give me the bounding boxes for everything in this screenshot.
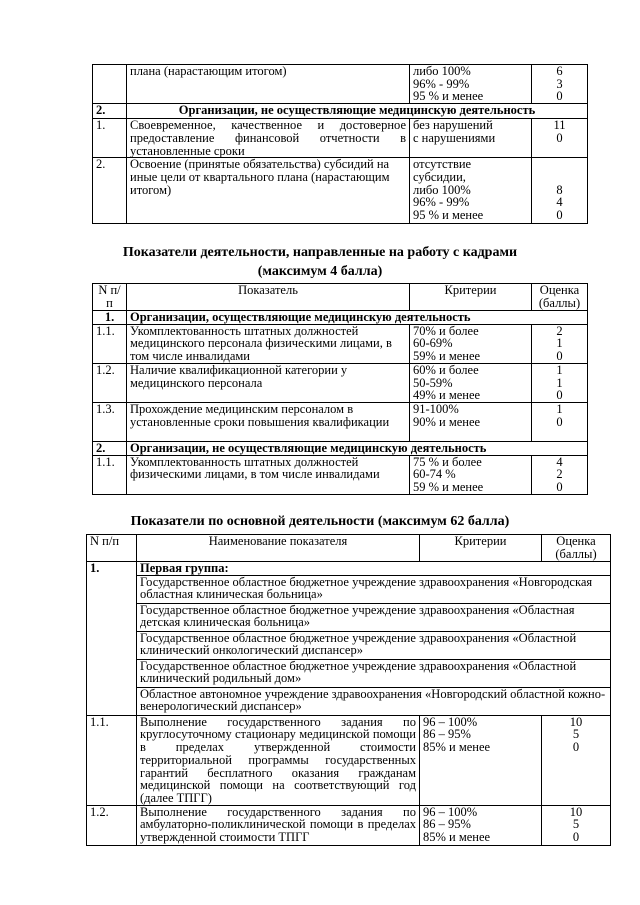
section-row: [93, 104, 588, 119]
row-number: 2.: [93, 158, 127, 224]
org-row: [87, 659, 611, 687]
section-title: Организации, не осуществляющие медицинскую деятельность: [127, 104, 588, 119]
section-number: 2.: [93, 104, 127, 119]
row-number: 1.1.: [93, 455, 127, 494]
indicator-name: Прохождение медицинским персоналом в установленные сроки повышения квалификации: [127, 402, 410, 441]
table-row: [93, 363, 588, 402]
org-row: [87, 603, 611, 631]
row-number: 1.1.: [93, 324, 127, 363]
table-row: [93, 65, 588, 104]
organization-name: Государственное областное бюджетное учреждение здравоохранения «Областной клинический родильный дом»: [137, 659, 611, 687]
score-cell: 10 5 0: [542, 715, 611, 805]
indicator-name: Укомплектованность штатных должностей физическими лицами, в том числе инвалидами: [127, 455, 410, 494]
section-title: Организации, не осуществляющие медицинскую деятельность: [127, 441, 588, 455]
criteria-cell: без нарушений с нарушениями: [410, 119, 532, 158]
organization-name: Государственное областное бюджетное учреждение здравоохранения «Областной клинический онкологический диспансер»: [137, 631, 611, 659]
header-num: N п/п: [87, 535, 137, 562]
table-header: [93, 284, 588, 311]
score-cell: 8 4 0: [532, 158, 588, 224]
header-score: Оценка (баллы): [532, 284, 588, 311]
group-label: Первая группа:: [137, 562, 611, 576]
score-cell: 4 2 0: [532, 455, 588, 494]
org-row: [87, 631, 611, 659]
table-row: [93, 119, 588, 158]
organization-name: Государственное областное бюджетное учреждение здравоохранения «Новгородская областная клиническая больница»: [137, 575, 611, 603]
indicator-name: Выполнение государственного задания по амбулаторно-поликлинической помощи в пределах утвержденной стоимости ТПГГ: [137, 805, 420, 845]
staff-section-title: Показатели деятельности, направленные на работу с кадрами: [122, 245, 518, 260]
section-title: Организации, осуществляющие медицинскую деятельность: [127, 311, 588, 325]
indicator-name: плана (нарастающим итогом): [127, 65, 410, 104]
row-number: 1.: [93, 119, 127, 158]
score-cell: 1 1 0: [532, 363, 588, 402]
staff-section-subtitle: (максимум 4 балла): [257, 264, 383, 279]
header-name: Наименование показателя: [137, 535, 420, 562]
table-row: [93, 455, 588, 494]
header-num: N п/п: [93, 284, 127, 311]
indicator-name: Наличие квалификационной категории у медицинского персонала: [127, 363, 410, 402]
row-number: [93, 65, 127, 104]
org-row: [87, 575, 611, 603]
row-number: 1.1.: [87, 715, 137, 805]
indicator-name: Укомплектованность штатных должностей медицинского персонала физическими лицами, в том числе инвалидами: [127, 324, 410, 363]
table-row: [93, 324, 588, 363]
score-cell: 6 3 0: [532, 65, 588, 104]
criteria-cell: 60% и более 50-59% 49% и менее: [410, 363, 532, 402]
table-row: [87, 805, 611, 845]
row-number: 1.2.: [87, 805, 137, 845]
org-row: [87, 687, 611, 715]
table-row: [87, 715, 611, 805]
criteria-cell: 91-100% 90% и менее: [410, 402, 532, 441]
criteria-cell: 96 – 100% 86 – 95% 85% и менее: [420, 805, 542, 845]
finance-table: [92, 64, 588, 224]
organization-name: Государственное областное бюджетное учреждение здравоохранения «Областная детская клиническая больница»: [137, 603, 611, 631]
section-number: 1.: [93, 311, 127, 325]
header-score: Оценка (баллы): [542, 535, 611, 562]
group-row: [87, 562, 611, 576]
staff-table: [92, 283, 588, 495]
score-cell: 10 5 0: [542, 805, 611, 845]
indicator-name: Своевременное, качественное и достоверное предоставление финансовой отчетности в установленные сроки: [127, 119, 410, 158]
score-cell: 11 0: [532, 119, 588, 158]
section-row: [93, 441, 588, 455]
criteria-cell: 70% и более 60-69% 59% и менее: [410, 324, 532, 363]
group-number: 1.: [87, 562, 137, 716]
criteria-cell: отсутствие субсидии, либо 100% 96% - 99% 95 % и менее: [410, 158, 532, 224]
section-number: 2.: [93, 441, 127, 455]
indicator-name: Выполнение государственного задания по круглосуточному стационару медицинской помощи в пределах утвержденной стоимости территориальной программы государственных гарантий бесплатного оказания гражданам медицинской помощи на соответствующий год (далее ТПГГ): [137, 715, 420, 805]
header-criteria: Критерии: [410, 284, 532, 311]
row-number: 1.2.: [93, 363, 127, 402]
header-criteria: Критерии: [420, 535, 542, 562]
score-cell: 1 0: [532, 402, 588, 441]
main-activity-table: [86, 534, 611, 846]
indicator-name: Освоение (принятые обязательства) субсидий на иные цели от квартального плана (нарастающим итогом): [127, 158, 410, 224]
header-name: Показатель: [127, 284, 410, 311]
organization-name: Областное автономное учреждение здравоохранения «Новгородский областной кожно-венерологический диспансер»: [137, 687, 611, 715]
table-row: [93, 158, 588, 224]
table-header: [87, 535, 611, 562]
criteria-cell: либо 100% 96% - 99% 95 % и менее: [410, 65, 532, 104]
criteria-cell: 75 % и более 60-74 % 59 % и менее: [410, 455, 532, 494]
main-activity-title: Показатели по основной деятельности (максимум 62 балла): [130, 514, 510, 529]
criteria-cell: 96 – 100% 86 – 95% 85% и менее: [420, 715, 542, 805]
section-row: [93, 311, 588, 325]
score-cell: 2 1 0: [532, 324, 588, 363]
table-row: [93, 402, 588, 441]
row-number: 1.3.: [93, 402, 127, 441]
